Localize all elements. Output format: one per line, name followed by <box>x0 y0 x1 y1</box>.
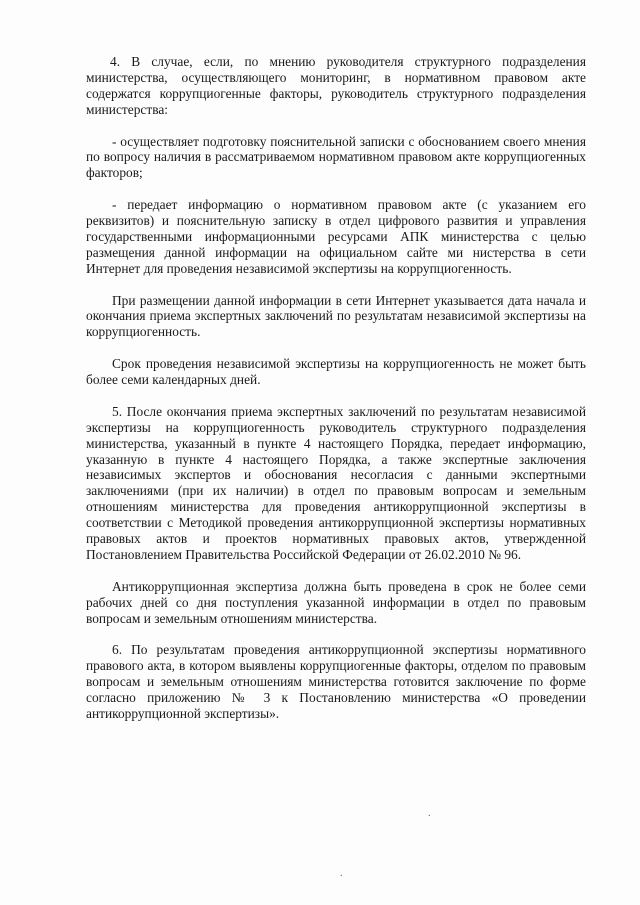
scan-dot: . <box>340 868 343 879</box>
paragraph-expertise-term: Срок проведения независимой экспертизы на коррупциогенность не может быть более семи календарных дней. <box>86 356 586 388</box>
paragraph-item-6: 6. По результатам проведения антикоррупционной экспертизы нормативного правового акта, в котором выявлены коррупциогенные факторы, отделом по правовым вопросам и земельным отношениям министерства готовится заключение по форме согласно приложению № 3 к Постановлению министерства «О проведении антикоррупционной экспертизы». <box>86 642 586 722</box>
paragraph-explanatory-note: - осуществляет подготовку пояснительной записки с обоснованием своего мнения по вопросу наличия в рассматриваемом нормативном правовом акте коррупциогенных факторов; <box>86 133 586 181</box>
scan-dot: . <box>428 808 431 819</box>
paragraph-anticorruption-term: Антикоррупционная экспертиза должна быть проведена в срок не более семи рабочих дней со дня поступления указанной информации в отдел по правовым вопросам и земельным отношениям министерства. <box>86 578 586 626</box>
paragraph-transfer-info: - передает информацию о нормативном правовом акте (с указанием его реквизитов) и пояснительную записку в отдел цифрового развития и управления государственными информационными ресурсами АПК министерства с целью размещения данной информации на официальном сайте ми нистерства в сети Интернет для проведения независимой экспертизы на коррупциогенность. <box>86 197 586 276</box>
paragraph-internet-posting: При размещении данной информации в сети Интернет указывается дата начала и окончания приема экспертных заключений по результатам независимой экспертизы на коррупциогенность. <box>86 292 586 340</box>
paragraph-item-5: 5. После окончания приема экспертных заключений по результатам независимой экспертизы на коррупциогенность руководитель структурного подразделения министерства, указанный в пункте 4 настоящего Порядка, передает информацию, указанную в пункте 4 настоящего Порядка, а также экспертные заключения независимых экспертов и обоснования несогласия с данными экспертными заключениями (при их наличии) в отдел по правовым вопросам и земельным отношениям министерства для проведения антикоррупционной экспертизы в соответствии с Методикой проведения антикоррупционной экспертизы нормативных правовых актов и проектов нормативных правовых актов, утвержденной Постановлением Правительства Российской Федерации от 26.02.2010 № 96. <box>86 403 586 563</box>
document-body <box>86 54 586 738</box>
paragraph-item-4: 4. В случае, если, по мнению руководителя структурного подразделения министерства, осуществляющего мониторинг, в нормативном правовом акте содержатся коррупциогенные факторы, руководитель структурного подразделения министерства: <box>86 54 586 117</box>
